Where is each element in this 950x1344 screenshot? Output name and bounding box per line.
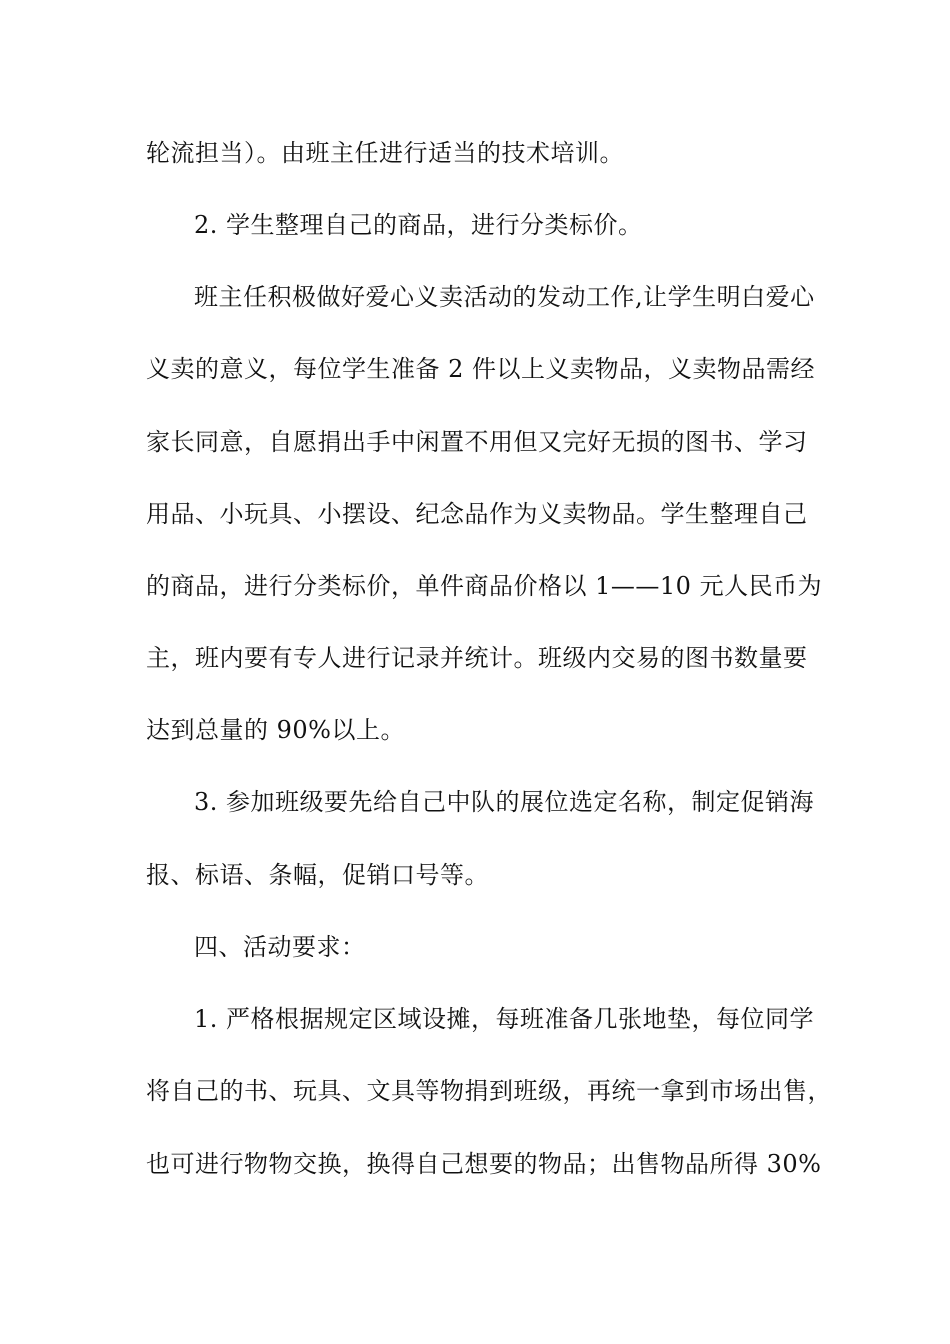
list-item-3-heading: 3. 参加班级要先给自己中队的展位选定名称，制定促销海 bbox=[194, 788, 815, 816]
text-line: 将自己的书、玩具、文具等物捐到班级，再统一拿到市场出售， bbox=[146, 1077, 832, 1105]
text-line: 的商品，进行分类标价，单件商品价格以 1——10 元人民币为 bbox=[146, 572, 823, 600]
text-line: 义卖的意义，每位学生准备 2 件以上义卖物品，义卖物品需经 bbox=[146, 355, 816, 383]
text-line: 也可进行物物交换，换得自己想要的物品；出售物品所得 30% bbox=[146, 1150, 822, 1178]
text-line: 轮流担当）。由班主任进行适当的技术培训。 bbox=[146, 139, 624, 167]
section-heading: 四、活动要求： bbox=[194, 933, 366, 961]
text-line: 家长同意，自愿捐出手中闲置不用但又完好无损的图书、学习 bbox=[146, 428, 808, 456]
text-line: 达到总量的 90%以上。 bbox=[146, 716, 405, 744]
text-line: 班主任积极做好爱心义卖活动的发动工作,让学生明白爱心 bbox=[194, 283, 815, 311]
text-line: 报、标语、条幅，促销口号等。 bbox=[146, 861, 489, 889]
text-line: 用品、小玩具、小摆设、纪念品作为义卖物品。学生整理自己 bbox=[146, 500, 808, 528]
list-item-2-heading: 2. 学生整理自己的商品，进行分类标价。 bbox=[194, 211, 643, 239]
text-line: 主，班内要有专人进行记录并统计。班级内交易的图书数量要 bbox=[146, 644, 808, 672]
list-item-1-heading: 1. 严格根据规定区域设摊，每班准备几张地垫，每位同学 bbox=[194, 1005, 815, 1033]
